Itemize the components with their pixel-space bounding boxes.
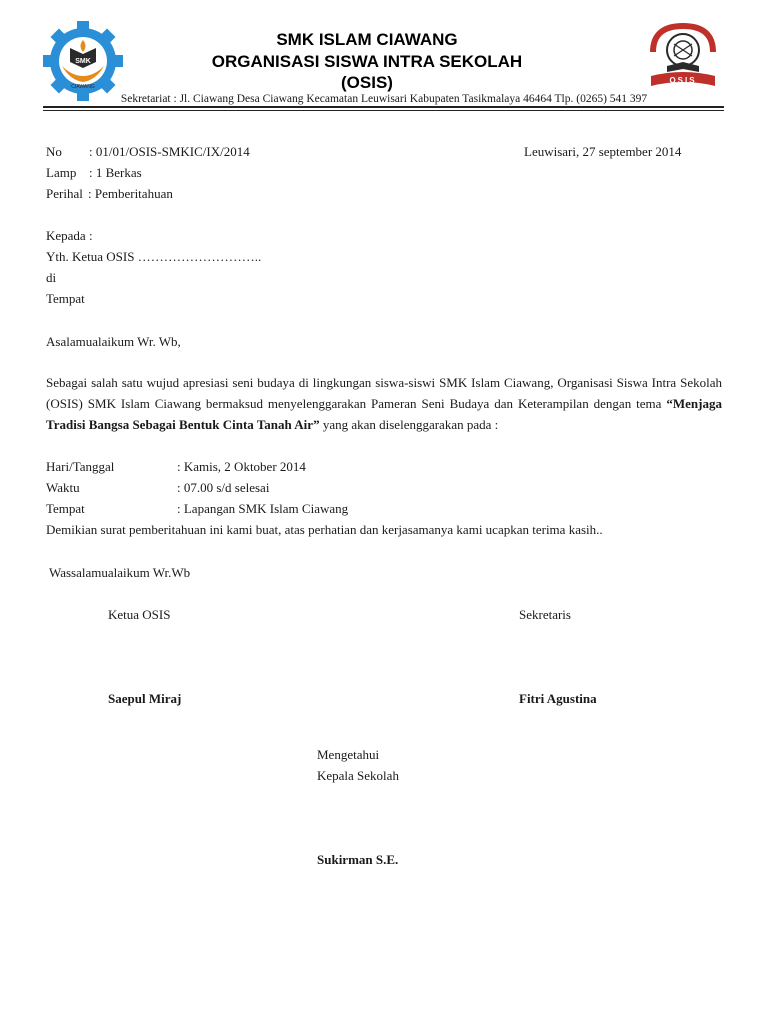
body-paragraph-part1: Sebagai salah satu wujud apresiasi seni budaya di lingkungan siswa-siswi SMK Islam Ciawang, Organisasi Siswa Intra Sekolah (OSIS) SMK Islam Ciawang bermaksud menyelenggarakan Pameran Seni Budaya dan Keterampilan dengan tema [46,375,722,411]
signer-left-name: Saepul Miraj [108,691,182,706]
acknowledged-label: Mengetahui [317,747,380,762]
school-logo-text: SMK [75,58,91,65]
detail-value: : 07.00 s/d selesai [177,480,270,495]
body-paragraph [46,372,722,435]
osis-emblem-icon [645,22,721,92]
subject-value: : Pemberitahuan [88,186,173,201]
organization-name: ORGANISASI SISWA INTRA SEKOLAH [211,52,523,71]
header-divider-thick [43,106,724,108]
osis-logo-text: OSIS [669,76,697,85]
osis-logo [645,22,721,92]
closing-sentence: Demikian surat pemberitahuan ini kami buat, atas perhatian dan kerjasamanya kami ucapkan terima kasih.. [46,522,603,537]
opening-greeting: Asalamualaikum Wr. Wb, [46,334,181,349]
detail-label: Tempat [46,501,85,516]
subject-label: Perihal [46,186,83,201]
body-paragraph-part2: yang akan diselenggarakan pada : [319,417,499,432]
event-theme: “Menjaga Tradisi Bangsa Sebagai Bentuk Cinta Tanah Air” [46,396,722,432]
school-logo-subtext: CIAWANG [71,84,95,90]
detail-label: Waktu [46,480,80,495]
organization-abbr: (OSIS) [341,73,393,92]
detail-value: : Lapangan SMK Islam Ciawang [177,501,349,516]
detail-value: : Kamis, 2 Oktober 2014 [177,459,306,474]
header-divider-thin [43,110,724,111]
letter-number-value: : 01/01/OSIS-SMKIC/IX/2014 [89,144,250,159]
principal-role: Kepala Sekolah [317,768,399,783]
letter-date: Leuwisari, 27 september 2014 [524,144,682,159]
signer-left-role: Ketua OSIS [108,607,171,622]
closing-salam: Wassalamualaikum Wr.Wb [49,565,191,580]
school-name: SMK ISLAM CIAWANG [276,30,458,49]
letter-number-label: No [46,144,62,159]
detail-label: Hari/Tanggal [46,459,115,474]
recipient-name: Yth. Ketua OSIS ……………………….. [46,249,262,264]
attachment-value: : 1 Berkas [89,165,142,180]
principal-name: Sukirman S.E. [317,852,399,867]
secretariat-address: Sekretariat : Jl. Ciawang Desa Ciawang Kecamatan Leuwisari Kabupaten Tasikmalaya 46464 Tlp. (0265) 541 397 [120,93,648,105]
signer-right-role: Sekretaris [519,607,571,622]
recipient-kepada: Kepada : [46,228,93,243]
recipient-di: di [46,270,57,285]
recipient-place: Tempat [46,291,85,306]
attachment-label: Lamp [46,165,77,180]
signer-right-name: Fitri Agustina [519,691,597,706]
